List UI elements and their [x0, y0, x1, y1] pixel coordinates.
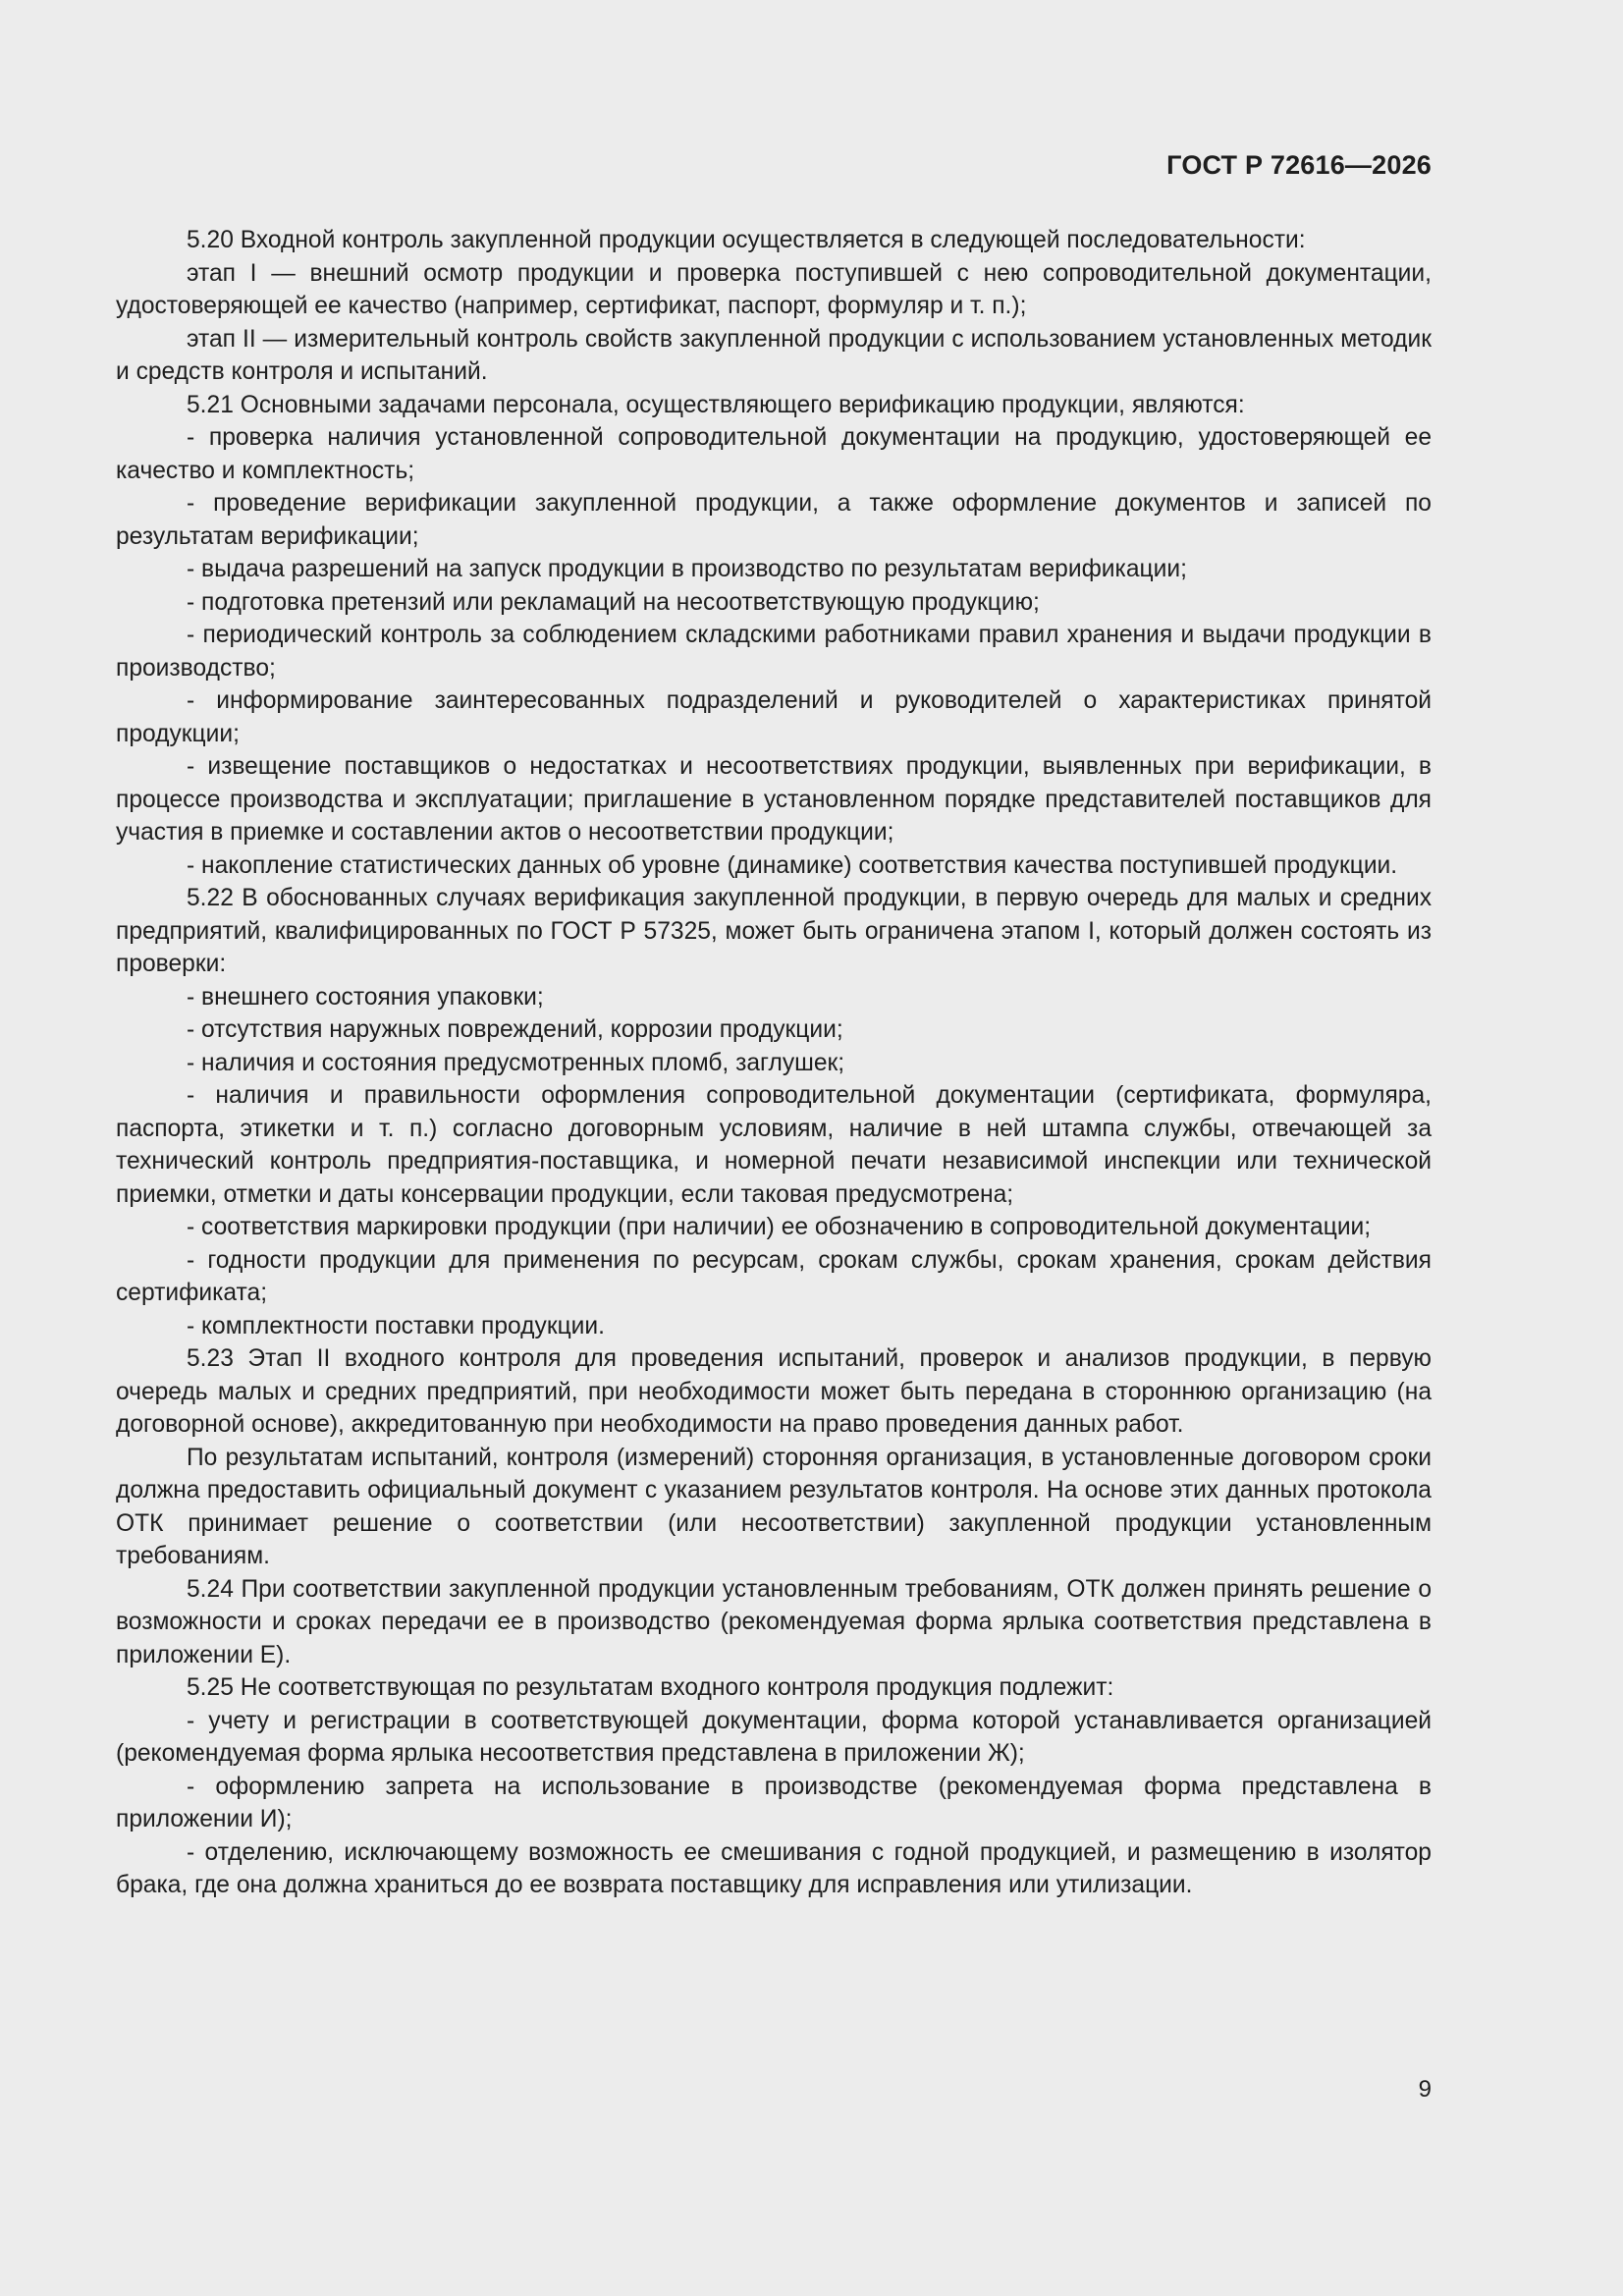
standard-designation: ГОСТ Р 72616—2026: [1166, 150, 1432, 180]
document-body: [116, 224, 1432, 1902]
clause-5-21: 5.21 Основными задачами персонала, осуществляющего верификацию продукции, являются:: [187, 391, 1245, 418]
clause-5-23-results: По результатам испытаний, контроля (измерений) сторонняя организация, в установленные договором сроки должна предоставить официальный документ с указанием результатов контроля. На основе этих данных протокола ОТК принимает решение о соответствии (или несоответствии) закупленной продукции установленным требованиям.: [116, 1444, 1432, 1569]
list-item: - оформлению запрета на использование в производстве (рекомендуемая форма представлена в приложении И);: [116, 1773, 1432, 1832]
list-item: - наличия и правильности оформления сопроводительной документации (сертификата, формуляра, паспорта, этикетки и т. п.) согласно договорным условиям, наличие в ней штампа службы, отвечающей за технический контроль предприятия-поставщика, и номерной печати независимой инспекции или технической приемки, отметки и даты консервации продукции, если таковая предусмотрена;: [116, 1082, 1432, 1208]
list-item: - наличия и состояния предусмотренных пломб, заглушек;: [187, 1049, 845, 1076]
list-item: - отсутствия наружных повреждений, коррозии продукции;: [187, 1016, 843, 1043]
list-item: - учету и регистрации в соответствующей документации, форма которой устанавливается организацией (рекомендуемая форма ярлыка несоответствия представлена в приложении Ж);: [116, 1707, 1432, 1767]
stage-2-description: этап II — измерительный контроль свойств закупленной продукции с использованием установленных методик и средств контроля и испытаний.: [116, 325, 1432, 385]
list-item: - комплектности поставки продукции.: [187, 1312, 605, 1339]
list-item: - отделению, исключающему возможность ее смешивания с годной продукцией, и размещению в изолятор брака, где она должна храниться до ее возврата поставщику для исправления или утилизации.: [116, 1838, 1432, 1898]
list-item: - накопление статистических данных об уровне (динамике) соответствия качества поступившей продукции.: [187, 851, 1398, 879]
list-item: - соответствия маркировки продукции (при наличии) ее обозначению в сопроводительной документации;: [187, 1214, 1372, 1240]
page-number: 9: [1418, 2076, 1432, 2103]
list-item: - подготовка претензий или рекламаций на несоответствующую продукцию;: [187, 588, 1040, 616]
clause-5-23: 5.23 Этап II входного контроля для проведения испытаний, проверок и анализов продукции, в первую очередь малых и средних предприятий, при необходимости может быть передана в стороннюю организацию (на договорной основе), аккредитованную при необходимости на право проведения данных работ.: [116, 1345, 1432, 1438]
list-item: - информирование заинтересованных подразделений и руководителей о характеристиках принятой продукции;: [116, 687, 1432, 747]
list-item: - периодический контроль за соблюдением складскими работниками правил хранения и выдачи продукции в производство;: [116, 622, 1432, 682]
clause-5-25: 5.25 Не соответствующая по результатам входного контроля продукция подлежит:: [187, 1674, 1114, 1701]
list-item: - проверка наличия установленной сопроводительной документации на продукцию, удостоверяющей ее качество и комплектность;: [116, 424, 1432, 484]
list-item: - внешнего состояния упаковки;: [187, 983, 544, 1011]
list-item: - извещение поставщиков о недостатках и несоответствиях продукции, выявленных при верификации, в процессе производства и эксплуатации; приглашение в установленном порядке представителей поставщиков для участия в приемке и составлении актов о несоответствии продукции;: [116, 753, 1432, 846]
clause-5-22: 5.22 В обоснованных случаях верификация закупленной продукции, в первую очередь для малых и средних предприятий, квалифицированных по ГОСТ Р 57325, может быть ограничена этапом I, который должен состоять из проверки:: [116, 885, 1432, 977]
clause-5-24: 5.24 При соответствии закупленной продукции установленным требованиям, ОТК должен принять решение о возможности и сроках передачи ее в производство (рекомендуемая форма ярлыка соответствия представлена в приложении Е).: [116, 1575, 1432, 1668]
stage-1-description: этап I — внешний осмотр продукции и проверка поступившей с нею сопроводительной документации, удостоверяющей ее качество (например, сертификат, паспорт, формуляр и т. п.);: [116, 259, 1432, 319]
clause-5-20: 5.20 Входной контроль закупленной продукции осуществляется в следующей последовательности:: [187, 227, 1306, 253]
list-item: - проведение верификации закупленной продукции, а также оформление документов и записей по результатам верификации;: [116, 490, 1432, 550]
list-item: - годности продукции для применения по ресурсам, срокам службы, срокам хранения, срокам действия сертификата;: [116, 1246, 1432, 1306]
list-item: - выдача разрешений на запуск продукции в производство по результатам верификации;: [187, 556, 1187, 582]
